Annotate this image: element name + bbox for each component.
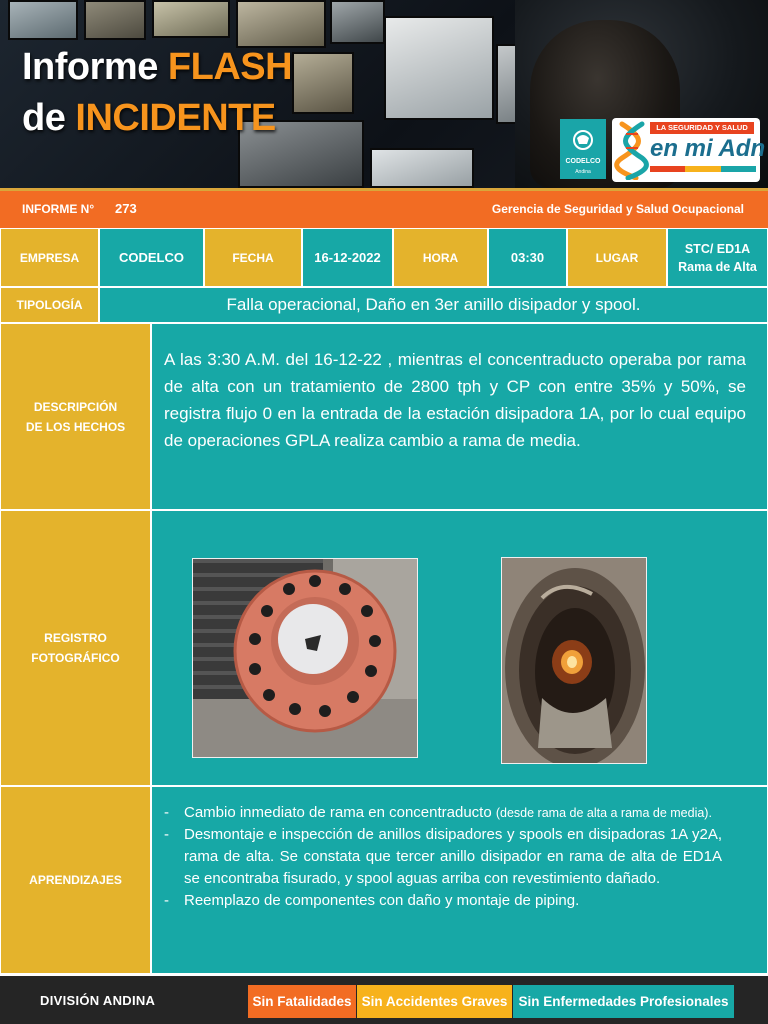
descripcion-text: A las 3:30 A.M. del 16-12-22 , mientras el concentraducto operaba por rama de alta con un tratamiento de 2800 tph y CP con entre 35% y 50%, se registra flujo 0 en la entrada de la estación disipadora 1A, por lo cual equipo de operaciones GPLA realiza cambio a rama de media. (164, 350, 746, 450)
descripcion-label-line1: DESCRIPCIÓN (33, 399, 118, 414)
descripcion-label (0, 323, 151, 510)
aprendizajes-list (164, 802, 722, 912)
department-name: Gerencia de Seguridad y Salud Ocupacional (491, 202, 744, 216)
adn-logo-main-text: en mi Adn (650, 135, 766, 162)
seguridad-adn-logo (612, 118, 766, 182)
footer (0, 976, 768, 1024)
badge-sin-accidentes-graves: Sin Accidentes Graves (357, 985, 512, 1018)
empresa-label: EMPRESA (0, 228, 99, 287)
report-title-line2 (22, 97, 276, 140)
hora-value: 03:30 (488, 228, 567, 287)
title-informe: Informe (22, 46, 158, 88)
lugar-value (667, 228, 768, 287)
title-flash: FLASH (167, 46, 293, 88)
registro-label-line1: REGISTRO (44, 631, 107, 645)
lugar-value-line1: STC/ ED1A (684, 241, 751, 256)
hora-label: HORA (393, 228, 488, 287)
aprendizaje-item (164, 890, 722, 912)
aprendizaje-1-main: Cambio inmediato de rama en concentraducto (184, 804, 492, 821)
division-name: DIVISIÓN ANDINA (40, 993, 156, 1008)
flange-photo-image (193, 559, 418, 758)
header-banner (0, 0, 768, 188)
aprendizaje-3-main: Reemplazo de componentes con daño y montaje de piping. (184, 892, 580, 909)
tipologia-value: Falla operacional, Daño en 3er anillo disipador y spool. (99, 287, 768, 323)
codelco-emblem-icon (560, 121, 606, 159)
title-incidente: INCIDENTE (75, 97, 276, 139)
lugar-label: LUGAR (567, 228, 667, 287)
fecha-label: FECHA (204, 228, 302, 287)
empresa-value: CODELCO (99, 228, 204, 287)
descripcion-label-line2: DE LOS HECHOS (25, 419, 126, 434)
spool-photo-image (502, 558, 647, 764)
report-number: 273 (115, 201, 137, 216)
tipologia-label: TIPOLOGÍA (0, 287, 99, 323)
report-title-line1 (22, 46, 292, 89)
aprendizaje-item (164, 802, 722, 824)
adn-logo-top-text: LA SEGURIDAD Y SALUD (650, 122, 754, 134)
report-info-bar (0, 188, 768, 228)
aprendizajes-label: APRENDIZAJES (0, 786, 151, 974)
title-de: de (22, 97, 66, 139)
photo-damaged-spool (501, 557, 647, 764)
adn-logo-colorbar (650, 166, 756, 172)
report-number-label: INFORME N° (22, 202, 95, 216)
codelco-logo-text: CODELCO (565, 158, 601, 165)
lugar-value-line2: Rama de Alta (678, 259, 757, 274)
badge-sin-fatalidades: Sin Fatalidades (248, 985, 356, 1018)
dna-icon (614, 120, 650, 180)
fecha-value: 16-12-2022 (302, 228, 393, 287)
codelco-logo (560, 119, 606, 179)
codelco-logo-division: Andina (575, 169, 591, 175)
aprendizaje-1-note: (desde rama de alta a rama de media). (495, 806, 712, 820)
photo-damaged-flange (192, 558, 418, 758)
registro-label (0, 510, 151, 786)
aprendizaje-2-main: Desmontaje e inspección de anillos disipadores y spools en disipadoras 1A y2A, rama de alta. Se constata que tercer anillo disipador en rama de alta de ED1A se encontraba fisurado, y spool aguas arriba con revestimiento dañado. (184, 826, 722, 887)
badge-sin-enfermedades-profesionales: Sin Enfermedades Profesionales (513, 985, 734, 1018)
registro-label-line2: FOTOGRÁFICO (31, 651, 120, 665)
aprendizaje-item (164, 824, 722, 890)
